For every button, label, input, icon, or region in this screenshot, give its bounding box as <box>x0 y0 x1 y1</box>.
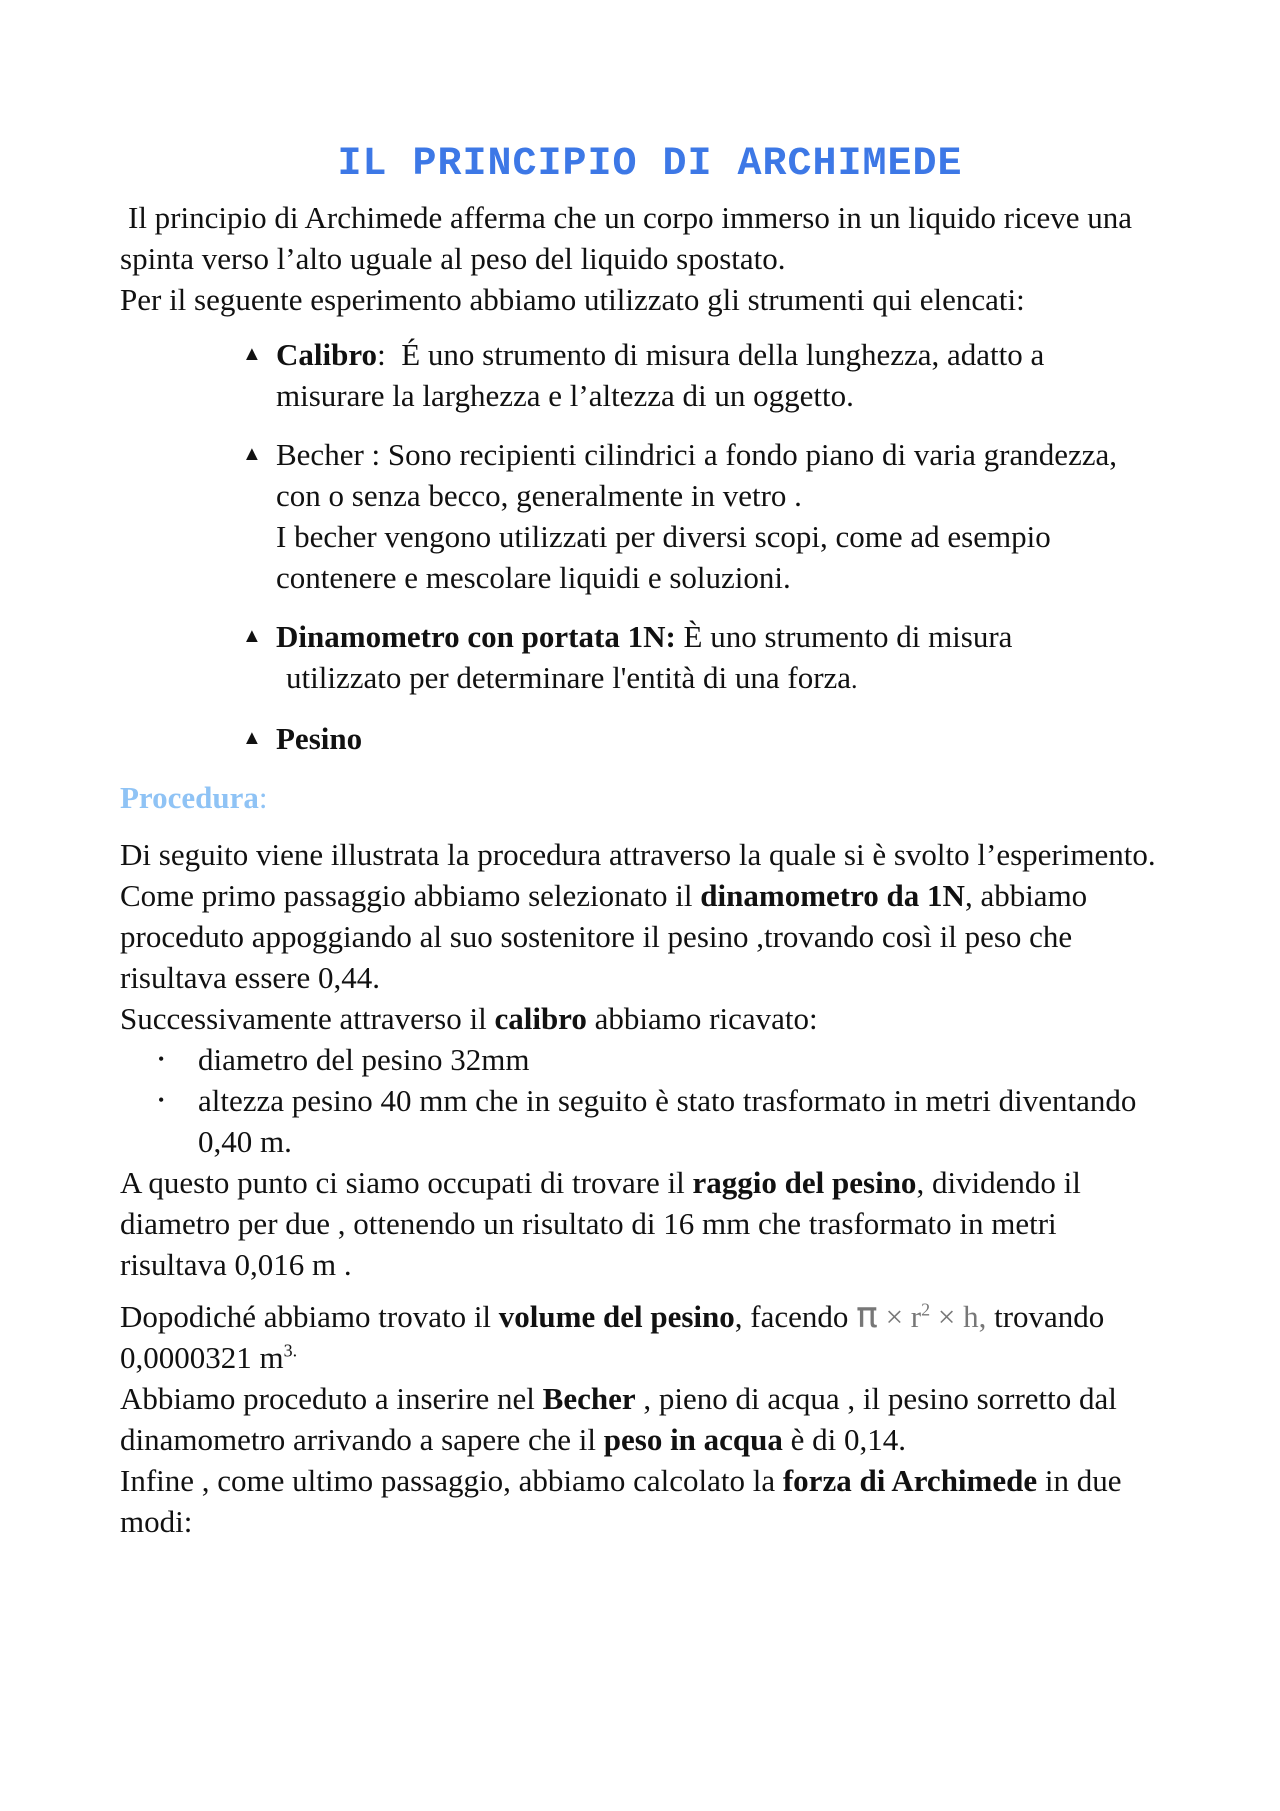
tool-separator: : <box>363 437 388 472</box>
tool-description: È uno strumento di misura <box>683 619 1013 654</box>
triangle-bullet-icon: ▲ <box>242 625 262 647</box>
text-run: , abbiamo proceduto appoggiando al suo sostenitore il pesino ,trovando così il peso che risultava essere 0,44. <box>120 878 1088 995</box>
triangle-bullet-icon: ▲ <box>242 727 262 749</box>
bold-run: forza di Archimede <box>782 1463 1038 1498</box>
tool-item-becher <box>238 434 1160 598</box>
text-run: Infine , come ultimo passaggio, abbiamo calcolato la <box>120 1463 783 1498</box>
procedure-paragraph-5 <box>120 1295 1160 1378</box>
tool-description-extra: I becher vengono utilizzati per diversi scopi, come ad esempio contenere e mescolare liquidi e soluzioni. <box>276 519 1051 595</box>
bullet-dot-icon: • <box>158 1090 165 1110</box>
tool-period: . <box>851 665 858 694</box>
procedure-paragraph-2 <box>120 875 1160 998</box>
intro-tools-sentence: Per il seguente esperimento abbiamo utilizzato gli strumenti qui elencati: <box>120 282 1025 317</box>
list-item-text: diametro del pesino 32mm <box>198 1042 530 1077</box>
text-run: , dividendo il diametro per due , ottenendo un risultato di 16 mm che trasformato in metri risultava 0,016 m . <box>120 1165 1081 1282</box>
tool-name: Becher <box>276 437 364 472</box>
procedure-heading-colon: : <box>258 780 268 815</box>
bold-run: dinamometro da 1N <box>700 878 965 913</box>
text-run: Dopodiché abbiamo trovato il <box>120 1299 499 1334</box>
page-title: IL PRINCIPIO DI ARCHIMEDE <box>337 142 963 187</box>
tool-description-cont: utilizzato per determinare l'entità di una forza <box>286 660 852 695</box>
bold-run: calibro <box>494 1001 587 1036</box>
pi-symbol: π <box>856 1295 878 1336</box>
list-item-text: altezza pesino 40 mm che in seguito è stato trasformato in metri diventando 0,40 m. <box>198 1083 1137 1159</box>
triangle-bullet-icon: ▲ <box>242 443 262 465</box>
tool-separator: : <box>377 337 386 372</box>
formula-times-h: × h, <box>930 1299 987 1334</box>
formula-times-r: × r <box>877 1299 922 1334</box>
procedure-heading-text: Procedura <box>120 780 259 815</box>
tool-description: É uno strumento di misura della lunghezza, adatto a misurare la larghezza e l’altezza di un oggetto. <box>276 337 1045 413</box>
text-run: Abbiamo proceduto a inserire nel <box>120 1381 543 1416</box>
tool-item-calibro <box>238 334 1160 416</box>
list-item <box>158 1039 1160 1080</box>
tools-list <box>120 334 1160 759</box>
tool-name: Pesino <box>276 721 363 756</box>
text-run: è di 0,14. <box>782 1422 907 1457</box>
procedure-heading <box>120 777 1160 818</box>
triangle-bullet-icon: ▲ <box>242 343 262 365</box>
text-run: Come primo passaggio abbiamo selezionato il <box>120 878 701 913</box>
procedure-paragraph-4 <box>120 1162 1160 1285</box>
text-run: abbiamo ricavato: <box>586 1001 818 1036</box>
bullet-dot-icon: • <box>158 1049 165 1069</box>
bold-run: Becher <box>542 1381 636 1416</box>
unit-exponent: 3. <box>283 1340 298 1361</box>
tool-description: Sono recipienti cilindrici a fondo piano di varia grandezza, con o senza becco, generalmente in vetro . <box>276 437 1117 513</box>
procedure-paragraph-1: Di seguito viene illustrata la procedura attraverso la quale si è svolto l’esperimento. <box>120 837 1156 872</box>
formula-exponent: 2 <box>921 1299 931 1320</box>
tool-item-dinamometro <box>238 616 1160 700</box>
text-run: in due modi: <box>120 1463 1122 1539</box>
intro-paragraph: Il principio di Archimede afferma che un corpo immerso in un liquido riceve una spinta verso l’alto uguale al peso del liquido spostato. <box>120 200 1133 276</box>
bold-run: peso in acqua <box>603 1422 783 1457</box>
tool-name: Calibro <box>276 337 378 372</box>
list-item <box>158 1080 1160 1162</box>
text-run: Successivamente attraverso il <box>120 1001 495 1036</box>
measures-list <box>120 1039 1160 1162</box>
tool-item-pesino <box>238 718 1160 759</box>
bold-run: volume del pesino <box>498 1299 735 1334</box>
procedure-paragraph-7 <box>120 1460 1160 1542</box>
procedure-paragraph-3 <box>120 998 1160 1039</box>
text-run: , pieno di acqua , il pesino sorretto dal dinamometro arrivando a sapere che il <box>120 1381 1117 1457</box>
text-run: A questo punto ci siamo occupati di trovare il <box>120 1165 693 1200</box>
procedure-paragraph-6 <box>120 1378 1160 1460</box>
text-run: trovando 0,0000321 m <box>120 1299 1105 1375</box>
text-run: , facendo <box>734 1299 857 1334</box>
tool-name: Dinamometro con portata 1N: <box>276 619 676 654</box>
bold-run: raggio del pesino <box>692 1165 917 1200</box>
